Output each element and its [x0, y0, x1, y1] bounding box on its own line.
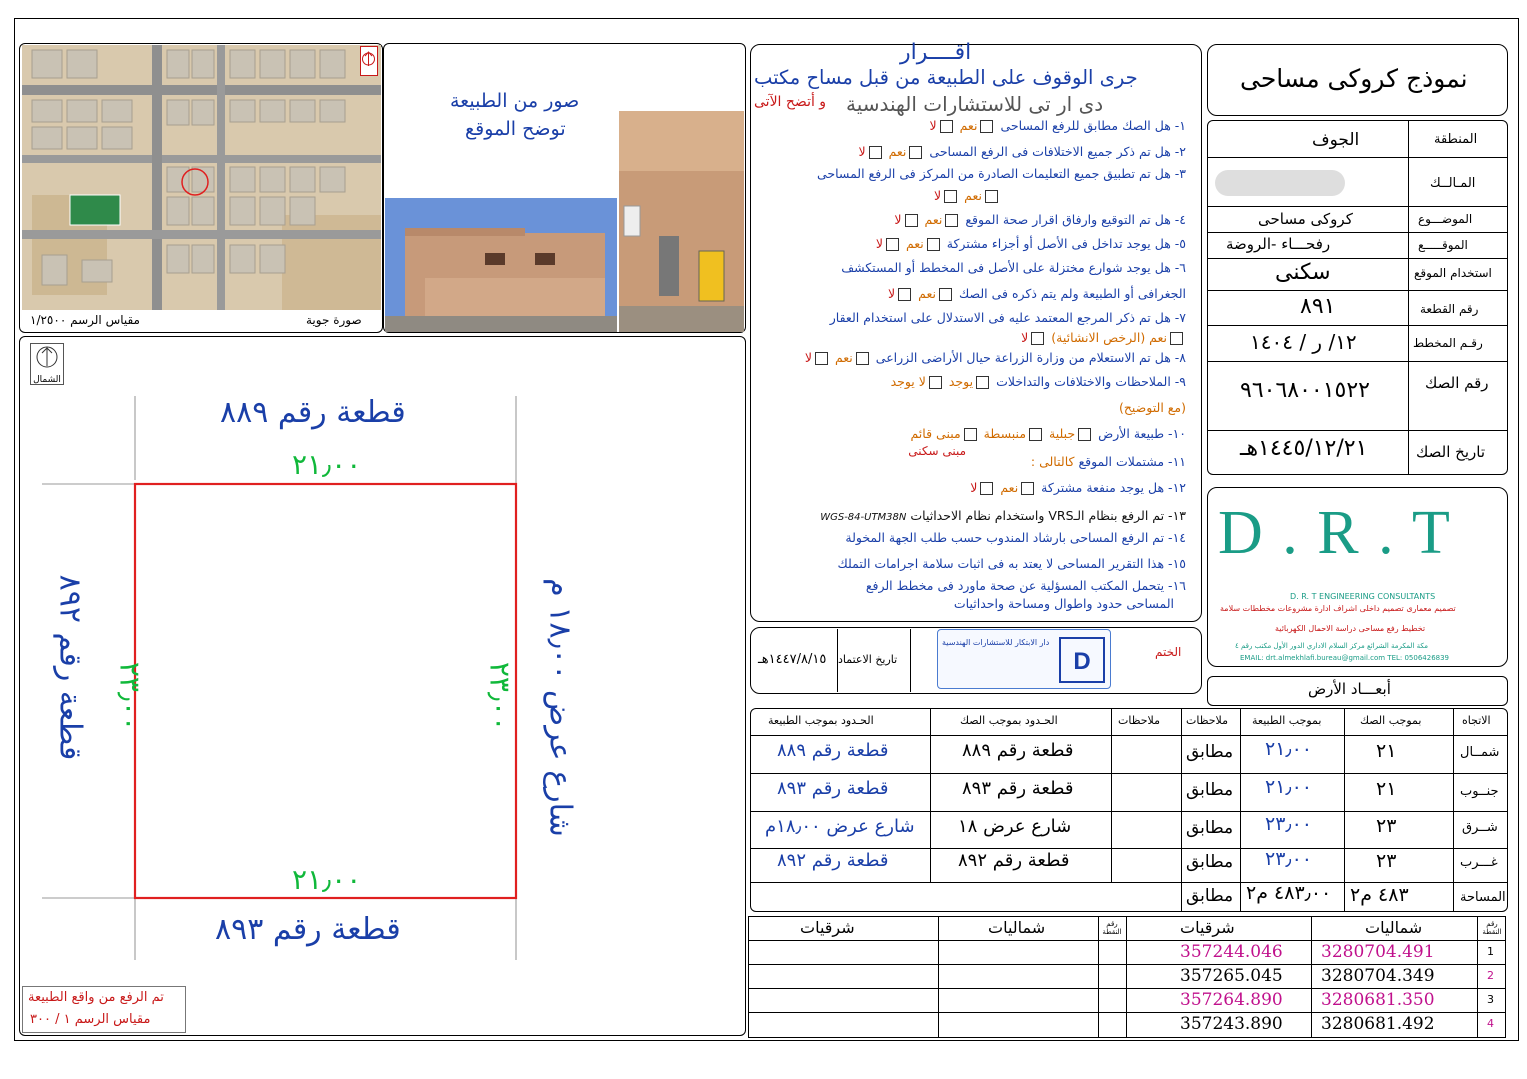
- info-row-line: [1208, 157, 1507, 158]
- dims-area-note: مطابق: [1186, 886, 1234, 906]
- info-label-plan: رقـم المخطط: [1413, 336, 1483, 350]
- info-value-usage: سكنى: [1275, 260, 1331, 285]
- dims-note: مطابق: [1186, 818, 1234, 838]
- dims-col-line: [1111, 709, 1112, 883]
- item-6: ٦- هل يوجد شوارع مختزلة على الأصل فى المخطط أو المستكشف: [841, 260, 1186, 275]
- item-3-answers: نعم لا: [934, 188, 1001, 203]
- info-label-plot: رقم القطعة: [1420, 302, 1479, 316]
- owner-redacted: [1215, 170, 1345, 196]
- coords-east: 357243.890: [1180, 1014, 1283, 1034]
- dims-deed-value: ٢١: [1376, 740, 1397, 762]
- item-16: ١٦- يتحمل المكتب المسؤلية عن صحة ماورد فى مخطط الرفع: [865, 578, 1186, 593]
- coords-col-line: [1477, 917, 1478, 1037]
- declaration-line1: جرى الوقوف على الطبيعة من قبل مساح مكتب: [754, 66, 1138, 89]
- info-label-usage: استخدام الموقع: [1414, 266, 1492, 280]
- dims-header-deed: بموجب الصك: [1360, 714, 1422, 727]
- no-checkbox[interactable]: [944, 190, 957, 203]
- stamp-divider: [910, 629, 911, 692]
- drt-line3: مكة المكرمة الشرائع مركز السلام الاداري الدور الأول مكتب رقم ٤: [1235, 642, 1428, 650]
- dims-nature-value: ٢١٫٠٠: [1265, 738, 1312, 760]
- plot-boundary: [135, 484, 516, 898]
- yes-checkbox[interactable]: [856, 352, 869, 365]
- dims-row-line: [751, 773, 1507, 774]
- not-exists-checkbox[interactable]: [929, 376, 942, 389]
- approval-label: تاريخ الاعتماد: [838, 653, 898, 666]
- dims-row-line: [751, 848, 1507, 849]
- aerial-scale: مقياس الرسم ١/٢٥٠٠: [30, 313, 140, 327]
- dims-col-line: [930, 709, 931, 883]
- yes-checkbox[interactable]: [909, 146, 922, 159]
- stamp-label: الختم: [1155, 645, 1182, 659]
- exists-checkbox[interactable]: [976, 376, 989, 389]
- info-label-deed: رقم الصك: [1425, 374, 1489, 392]
- dims-col-line: [1240, 709, 1241, 911]
- item-15: ١٥- هذا التقرير المساحى لا يعتد به فى اثبات سلامة اجرامات التملك: [837, 556, 1186, 571]
- dims-header-nature: بموجب الطبيعة: [1252, 714, 1322, 727]
- item-8: ٨- هل تم الاستعلام من وزارة الزراعة حيال الأراضى الزراعى نعم لا: [804, 350, 1186, 365]
- sketch-bottom-dim: ٢١٫٠٠: [292, 863, 362, 896]
- dims-boundary-deed: قطعة رقم ٨٩٢: [958, 850, 1070, 871]
- sketch-south-plot: قطعة رقم ٨٩٣: [215, 912, 401, 947]
- dims-boundary-deed: قطعة رقم ٨٨٩: [962, 740, 1074, 761]
- coords-point: 4: [1487, 1017, 1494, 1030]
- approval-date: ١٤٤٧/٨/١٥هـ: [758, 652, 827, 667]
- info-label-subject: الموضـــوع: [1418, 212, 1473, 226]
- stamp-logo-text: دار الابتكار للاستشارات الهندسية: [942, 638, 1050, 647]
- sketch-left-dim: ٢٣٫٠٠: [113, 661, 147, 732]
- item-7-answers: نعم (الرخص الانشائية) لا: [1021, 330, 1186, 345]
- dims-nature-value: ٢٣٫٠٠: [1265, 848, 1312, 870]
- declaration-line2-office: دى ار تى للاستشارات الهندسية: [846, 92, 1104, 116]
- info-value-deed: ٩٦٠٦٨٠٠١٥٢٢: [1240, 378, 1370, 403]
- item-5: ٥- هل يوجد تداخل فى الأصل أو أجزاء مشتركة نعم لا: [875, 236, 1186, 251]
- item-6b: الجغرافى أو الطبيعة ولم يتم ذكره فى الصك نعم لا: [888, 286, 1186, 301]
- dims-row-line: [751, 882, 1507, 883]
- dims-header-boundary-nature: الحـدود بموجب الطبيعة: [768, 714, 874, 727]
- no-checkbox[interactable]: [980, 482, 993, 495]
- item-14: ١٤- تم الرفع المساحى بارشاد المندوب حسب طلب الجهة المخولة: [845, 530, 1186, 545]
- item-10: ١٠- طبيعة الأرض جبلية منبسطة مبنى قائم: [910, 426, 1186, 441]
- no-checkbox[interactable]: [898, 288, 911, 301]
- drt-line2: تخطيط رفع مساحى دراسة الاحمال الكهربائية: [1275, 624, 1426, 633]
- no-checkbox[interactable]: [815, 352, 828, 365]
- dims-area-label: المساحة: [1460, 890, 1506, 905]
- coords-north: 3280704.349: [1321, 966, 1435, 986]
- aerial-caption: صورة جوية: [306, 313, 362, 327]
- info-row-line: [1208, 361, 1507, 362]
- info-row-line: [1208, 430, 1507, 431]
- sketch-north-plot: قطعة رقم ٨٨٩: [220, 395, 406, 430]
- dims-col-line: [1344, 709, 1345, 911]
- item-13: ١٣- تم الرفع بنظام الـVRS واستخدام نظام الاحداثيات WGS-84-UTM38N: [820, 508, 1186, 523]
- coords-row-line: [749, 940, 1505, 941]
- info-row-line: [1208, 206, 1507, 207]
- sketch-note-line1: تم الرفع من واقع الطبيعة: [28, 990, 164, 1005]
- drt-sub: D. R. T ENGINEERING CONSULTANTS: [1290, 592, 1436, 601]
- dims-boundary-deed: قطعة رقم ٨٩٣: [962, 778, 1074, 799]
- coords-north: 3280681.492: [1321, 1014, 1435, 1034]
- dims-boundary-nature: شارع عرض ١٨٫٠٠م: [765, 816, 915, 837]
- coords-north: 3280704.491: [1321, 942, 1435, 962]
- coords-header-east-2: شرقيات: [800, 918, 855, 937]
- sketch-right-dim: ٢٣٫٠٠: [483, 661, 517, 732]
- dims-header-notes: ملاحظات: [1186, 714, 1228, 727]
- drt-line1: تصميم معمارى تصميم داخلى اشراف ادارة مشروعات مخططات سلامة: [1220, 604, 1456, 613]
- no-checkbox[interactable]: [940, 120, 953, 133]
- info-value-region: الجوف: [1312, 130, 1360, 150]
- item-7: ٧- هل تم ذكر المرجع المعتمد عليه فى الاستدلال على استخدام العقار: [829, 310, 1186, 325]
- coords-east: 357265.045: [1180, 966, 1283, 986]
- page-title: نموذج كروكى مساحى: [1240, 64, 1468, 93]
- coords-row-line: [749, 964, 1505, 965]
- dims-dir: جنــوب: [1460, 784, 1499, 799]
- dims-deed-value: ٢٣: [1376, 815, 1397, 837]
- info-row-line: [1208, 232, 1507, 233]
- coords-header-east: شرقيات: [1180, 918, 1235, 937]
- dims-dir: غـــرب: [1460, 855, 1498, 870]
- no-checkbox[interactable]: [869, 146, 882, 159]
- yes-checkbox[interactable]: [927, 238, 940, 251]
- land-type-checkbox[interactable]: [1078, 428, 1091, 441]
- item-3: ٣- هل تم تطبيق جميع التعليمات الصادرة من المركز فى الرفع المساحى: [816, 166, 1186, 181]
- info-row-line: [1208, 325, 1507, 326]
- sketch-west-plot: قطعة رقم ٨٩٢: [52, 574, 88, 761]
- drt-line4: EMAIL: drt.almekhlafi.bureau@gmail.com TEL: 0506426839: [1240, 654, 1450, 662]
- info-divider: [1408, 121, 1409, 474]
- north-label: الشمال: [33, 375, 61, 385]
- info-label-owner: المـالــك: [1430, 176, 1476, 191]
- dims-note: مطابق: [1186, 780, 1234, 800]
- item-9-clarify: (مع التوضيح): [1118, 400, 1186, 415]
- land-type-checkbox[interactable]: [1029, 428, 1042, 441]
- coords-point: 3: [1487, 993, 1494, 1006]
- svg-text:D: D: [1073, 648, 1091, 675]
- yes-checkbox[interactable]: [1170, 332, 1183, 345]
- dims-area-nature: ٤٨٣٫٠٠ م٢: [1246, 882, 1332, 904]
- dims-deed-value: ٢٣: [1376, 850, 1397, 872]
- dims-deed-value: ٢١: [1376, 778, 1397, 800]
- info-value-deed-date: ١٤٤٥/١٢/٢١هـ: [1240, 436, 1368, 461]
- coords-east: 357264.890: [1180, 990, 1283, 1010]
- coords-north: 3280681.350: [1321, 990, 1435, 1010]
- coords-point: 1: [1487, 945, 1494, 958]
- info-label-region: المنطقة: [1434, 132, 1478, 147]
- no-checkbox[interactable]: [886, 238, 899, 251]
- coords-col-line: [938, 917, 939, 1037]
- info-row-line: [1208, 290, 1507, 291]
- item-11-value: مبنى سكنى: [908, 444, 966, 458]
- dims-area-deed: ٤٨٣ م٢: [1350, 884, 1409, 906]
- item-16b: المساحى حدود واطوال ومساحة واحداثيات: [953, 596, 1174, 611]
- coords-header-north-2: شماليات: [988, 918, 1046, 937]
- declaration-line2-suffix: و أتضح الآتى: [754, 94, 827, 110]
- dims-note: مطابق: [1186, 742, 1234, 762]
- info-label-deed-date: تاريخ الصك: [1416, 443, 1486, 461]
- photo-label-line1: صور من الطبيعة: [450, 90, 580, 112]
- coords-east: 357244.046: [1180, 942, 1283, 962]
- coords-point: 2: [1487, 969, 1494, 982]
- dims-title: أبعـــاد الأرض: [1308, 680, 1391, 698]
- dims-boundary-nature: قطعة رقم ٨٩٢: [777, 850, 889, 871]
- sketch-east-street: شارع عرض ١٨٫٠٠ م: [542, 578, 578, 837]
- yes-checkbox[interactable]: [939, 288, 952, 301]
- info-value-subject: كروكى مساحى: [1258, 210, 1353, 228]
- stamp-logo: [937, 629, 1111, 689]
- dims-row-line: [751, 735, 1507, 736]
- sketch-drawing: [0, 0, 760, 1040]
- item-2: ٢- هل تم ذكر جميع الاختلافات فى الرفع المساحى نعم لا: [858, 144, 1186, 159]
- dims-col-line: [1181, 709, 1182, 911]
- item-12: ١٢- هل يوجد منفعة مشتركة نعم لا: [970, 480, 1186, 495]
- photo-label-line2: توضح الموقع: [465, 118, 566, 140]
- item-9: ٩- الملاحظات والاختلافات والتداخلات يوجد لا يوجد: [890, 374, 1186, 389]
- coords-col-line: [1126, 917, 1127, 1037]
- item-4: ٤- هل تم التوقيع وارفاق اقرار صحة الموقع نعم لا: [894, 212, 1186, 227]
- yes-checkbox[interactable]: [1021, 482, 1034, 495]
- dims-boundary-nature: قطعة رقم ٨٩٣: [777, 778, 889, 799]
- yes-checkbox[interactable]: [980, 120, 993, 133]
- item-1: ١- هل الصك مطابق للرفع المساحى نعم لا: [929, 118, 1186, 133]
- dims-header-boundary-deed: الحـدود بموجب الصك: [960, 714, 1058, 727]
- dims-boundary-nature: قطعة رقم ٨٨٩: [777, 740, 889, 761]
- dims-boundary-deed: شارع عرض ١٨: [958, 816, 1072, 837]
- coords-row-line: [749, 988, 1505, 989]
- drt-logo: D . R . T: [1218, 499, 1452, 567]
- yes-checkbox[interactable]: [985, 190, 998, 203]
- coords-header-point: رقم النقطة: [1482, 920, 1502, 936]
- sketch-top-dim: ٢١٫٠٠: [292, 448, 362, 481]
- dims-note: مطابق: [1186, 852, 1234, 872]
- dims-dir: شمــال: [1460, 745, 1500, 760]
- no-checkbox[interactable]: [1031, 332, 1044, 345]
- info-value-plan: ١٢/ ر / ١٤٠٤: [1250, 330, 1357, 354]
- dims-header-notes-2: ملاحظات: [1118, 714, 1160, 727]
- dims-dir: شــرق: [1462, 820, 1498, 835]
- yes-checkbox[interactable]: [945, 214, 958, 227]
- info-value-plot: ٨٩١: [1300, 294, 1336, 319]
- no-checkbox[interactable]: [905, 214, 918, 227]
- dims-header-direction: الاتجاه: [1462, 714, 1491, 727]
- dims-col-line: [1453, 709, 1454, 911]
- coords-row-line: [749, 1012, 1505, 1013]
- sketch-note-line2: مقياس الرسم ١ / ٣٠٠: [30, 1012, 151, 1027]
- item-11: ١١- مشتملات الموقع كالتالى :: [1030, 454, 1186, 469]
- declaration-heading: اقــــرار: [900, 40, 972, 65]
- land-type-checkbox[interactable]: [964, 428, 977, 441]
- dims-nature-value: ٢٣٫٠٠: [1265, 813, 1312, 835]
- dims-row-line: [751, 811, 1507, 812]
- coords-header-north: شماليات: [1365, 918, 1423, 937]
- coords-header-point-2: رقم النقطة: [1102, 920, 1122, 936]
- info-value-location: رفحـــاء -الروضة: [1226, 235, 1331, 253]
- info-row-line: [1208, 258, 1507, 259]
- dims-nature-value: ٢١٫٠٠: [1265, 776, 1312, 798]
- coords-col-line: [1311, 917, 1312, 1037]
- coords-col-line: [1098, 917, 1099, 1037]
- info-label-location: الموقـــــع: [1418, 238, 1468, 252]
